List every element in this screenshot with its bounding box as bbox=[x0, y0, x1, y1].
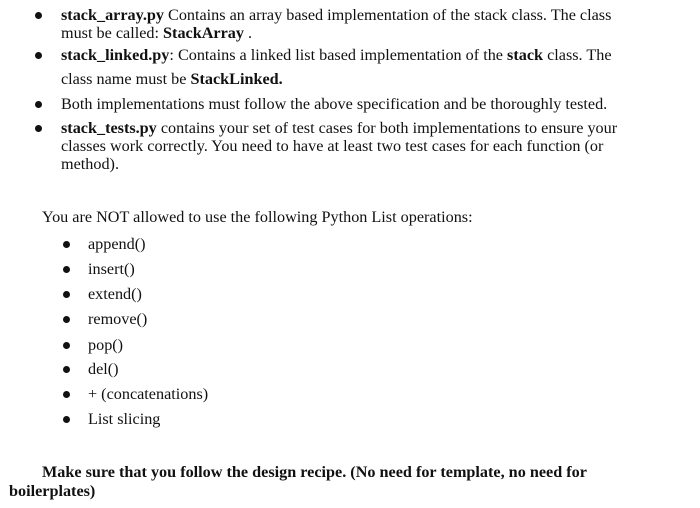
bullet-icon bbox=[35, 101, 42, 108]
bullet-icon bbox=[63, 391, 70, 398]
file-name-stack-array: stack_array.py bbox=[61, 6, 164, 24]
bullet-icon bbox=[63, 416, 70, 423]
stack-array-line-2: must be called: StackArray . bbox=[61, 24, 253, 42]
bullet-icon bbox=[35, 52, 42, 59]
bullet-icon bbox=[63, 366, 70, 373]
list-item: del() bbox=[88, 360, 119, 378]
bullet-icon bbox=[35, 12, 42, 19]
stack-array-line-1: stack_array.py Contains an array based implementation of the stack class. The class bbox=[61, 6, 612, 24]
stack-tests-line-2: classes work correctly. You need to have at least two test cases for each function (or bbox=[61, 137, 604, 155]
implementations-line: Both implementations must follow the above specification and be thoroughly tested. bbox=[61, 95, 608, 113]
closing-line-1: Make sure that you follow the design recipe. (No need for template, no need for bbox=[42, 463, 587, 481]
class-name-stacklinked: StackLinked. bbox=[190, 70, 283, 88]
list-item: + (concatenations) bbox=[88, 385, 209, 403]
bullet-icon bbox=[63, 316, 70, 323]
bullet-icon bbox=[63, 266, 70, 273]
bullet-icon bbox=[63, 291, 70, 298]
bullet-icon bbox=[63, 241, 70, 248]
stack-tests-line-1: stack_tests.py contains your set of test cases for both implementations to ensure your bbox=[61, 119, 618, 137]
list-item: pop() bbox=[88, 336, 124, 354]
list-item: List slicing bbox=[88, 410, 161, 428]
stack-linked-line-2: class name must be StackLinked. bbox=[61, 70, 283, 88]
list-item: insert() bbox=[88, 260, 135, 278]
closing-line-2: boilerplates) bbox=[9, 482, 96, 500]
list-item: append() bbox=[88, 235, 146, 253]
file-name-stack-tests: stack_tests.py bbox=[61, 119, 157, 137]
restriction-heading: You are NOT allowed to use the following Python List operations: bbox=[42, 208, 473, 226]
bullet-icon bbox=[35, 125, 42, 132]
stack-tests-line-3: method). bbox=[61, 155, 119, 173]
list-item: remove() bbox=[88, 310, 148, 328]
list-item: extend() bbox=[88, 285, 142, 303]
bullet-icon bbox=[63, 342, 70, 349]
class-name-stackarray: StackArray bbox=[163, 24, 244, 42]
stack-linked-line-1: stack_linked.py: Contains a linked list based implementation of the stack class. The bbox=[61, 46, 612, 64]
file-name-stack-linked: stack_linked.py bbox=[61, 46, 170, 64]
